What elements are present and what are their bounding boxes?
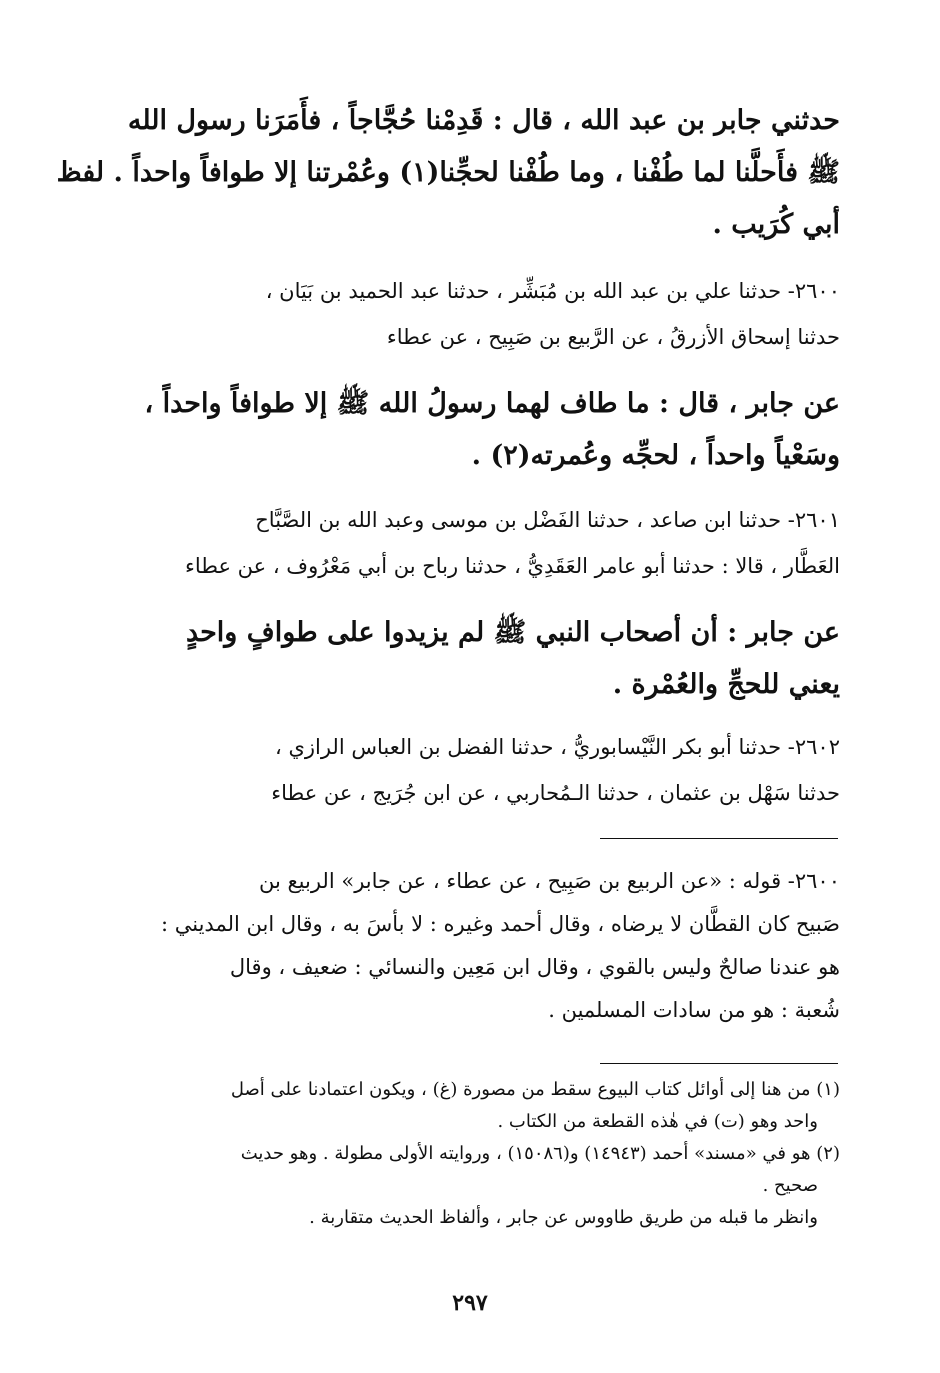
text-line: يعني للحجِّ والعُمْرة . (612, 669, 840, 700)
text-line: هو عندنا صالحٌ وليس بالقوي ، وقال ابن مَعِين والنسائي : ضعيف ، وقال (229, 955, 840, 979)
hadith-2599-matn (56, 95, 840, 251)
text-line: أبي كُرَيب . (712, 209, 840, 240)
text-line: ٢٦٠١- حدثنا ابن صاعد ، حدثنا الفَضْل بن موسى وعبد الله بن الصَّبَّاح (255, 508, 840, 532)
text-line: شُعبة : هو من سادات المسلمين . (548, 998, 840, 1022)
text-line: حدثنا إسحاق الأزرقُ ، عن الرَّبيع بن صَبِيح ، عن عطاء (386, 325, 840, 349)
hadith-2602-isnad (105, 724, 840, 816)
text-line: ٢٦٠٠- حدثنا علي بن عبد الله بن مُبَشِّر ، حدثنا عبد الحميد بن بَيَان ، (265, 279, 840, 303)
text-line: وسَعْياً واحداً ، لحجِّه وعُمرته(٢) . (471, 440, 840, 471)
commentary-separator (600, 838, 838, 839)
hadith-2600-isnad (105, 268, 840, 360)
footnote-line: (١) من هنا إلى أوائل كتاب البيوع سقط من مصورة (غ) ، ويكون اعتمادنا على أصل (230, 1079, 840, 1100)
footnote-line: صحيح . (762, 1175, 818, 1196)
text-line: ٢٦٠٢- حدثنا أبو بكر النَّيْسابوريُّ ، حدثنا الفضل بن العباس الرازي ، (274, 735, 840, 759)
footnote-line: (٢) هو في «مسند» أحمد (١٤٩٤٣) و(١٥٠٨٦) ، وروايته الأولى مطولة . وهو حديث (240, 1143, 840, 1164)
page-number: ٢٩٧ (452, 1290, 488, 1316)
footnote-line: واحد وهو (ت) في هٰذه القطعة من الكتاب . (497, 1111, 818, 1132)
footnotes (105, 1074, 840, 1234)
footnote-line: وانظر ما قبله من طريق طاووس عن جابر ، وألفاظ الحديث متقاربة . (309, 1207, 818, 1228)
text-line: حدثني جابر بن عبد الله ، قال : قَدِمْنا حُجَّاجاً ، فأَمَرَنا رسول الله (127, 105, 840, 136)
hadith-2600-matn (105, 378, 840, 482)
text-line: العَطَّار ، قالا : حدثنا أبو عامر العَقَدِيُّ ، حدثنا رباح بن أبي مَعْرُوف ، عن عطاء (184, 554, 840, 578)
text-line: عن جابر : أن أصحاب النبي ﷺ لم يزيدوا على طوافٍ واحدٍ (185, 617, 840, 648)
text-line: عن جابر ، قال : ما طاف لهما رسولُ الله ﷺ إلا طوافاً واحداً ، (144, 388, 840, 419)
footnote-separator (600, 1063, 838, 1064)
text-line: حدثنا سَهْل بن عثمان ، حدثنا الـمُحاربي ، عن ابن جُرَيج ، عن عطاء (271, 781, 840, 805)
hadith-2601-matn (105, 607, 840, 711)
hadith-2601-isnad (105, 497, 840, 589)
text-line: صَبيح كان القطَّان لا يرضاه ، وقال أحمد وغيره : لا بأسَ به ، وقال ابن المديني : (160, 912, 840, 936)
text-line: ٢٦٠٠- قوله : «عن الربيع بن صَبِيح ، عن عطاء ، عن جابر» الربيع بن (258, 869, 840, 893)
text-line: ﷺ فأَحلَّنا لما طُفْنا ، وما طُفْنا لحجِّنا(١) وعُمْرتنا إلا طوافاً واحداً . لفظ (56, 157, 840, 188)
commentary (105, 860, 840, 1032)
